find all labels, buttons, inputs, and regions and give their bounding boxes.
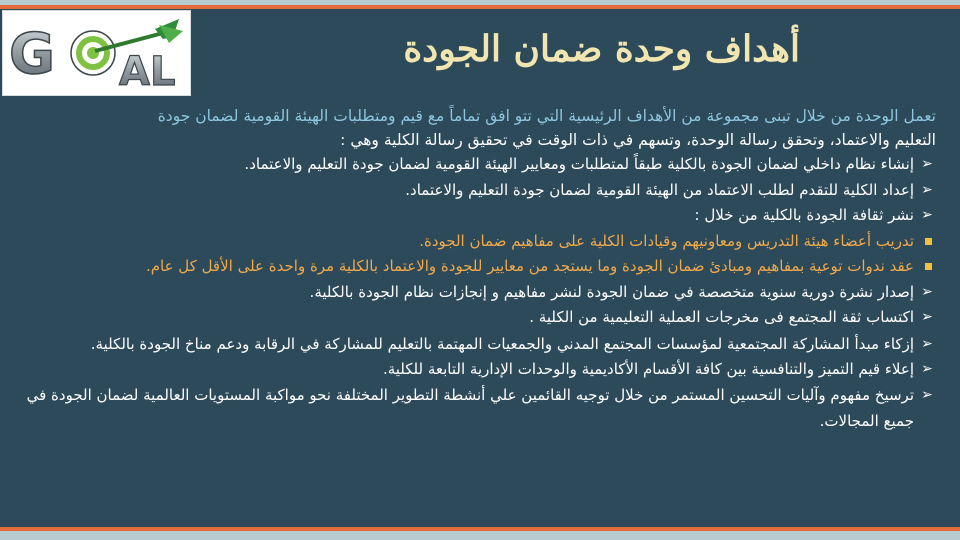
arrow-check-icon: ➢ <box>921 181 933 198</box>
goal-logo <box>2 10 191 96</box>
arrow-check-icon: ➢ <box>921 387 933 403</box>
goal-item: ➢ إزكاء مبدأ المشاركة المجتمعية لمؤسسات المجتمع المدني والجمعيات المهتمة بالتعليم للمشاركة في الرقابة ودعم مناخ الجودة بالكلية. <box>10 331 936 357</box>
content-body <box>10 104 936 434</box>
goal-item: ➢ إصدار نشرة دورية سنوية متخصصة في ضمان الجودة لنشر مفاهيم و إنجازات نظام الجودة بالكلية. <box>10 280 936 306</box>
arrow-check-icon: ➢ <box>921 156 933 172</box>
square-bullet-icon <box>925 263 932 270</box>
goal-item: ➢ اكتساب ثقة المجتمع فى مخرجات العملية التعليمية من الكلية . <box>10 305 936 331</box>
dart-target-logo <box>3 11 190 95</box>
goal-item: ➢ نشر ثقافة الجودة بالكلية من خلال : <box>10 203 936 229</box>
arrow-check-icon: ➢ <box>921 335 933 352</box>
sub-goal-item: تدريب أعضاء هيئة التدريس ومعاونيهم وقيادات الكلية على مفاهيم ضمان الجودة. <box>10 229 936 255</box>
bottom-border-pale <box>0 531 960 540</box>
svg-text:G: G <box>9 22 55 87</box>
top-border-accent <box>0 5 960 9</box>
goal-item: ➢ ترسيخ مفهوم وآليات التحسين المستمر من خلال توجيه القائمين علي أنشطة التطوير المختلفة نحو مواكبة المستويات العالمية لضمان الجودة في جميع المجالات. <box>10 382 936 434</box>
intro-paragraph <box>10 104 936 152</box>
arrow-check-icon: ➢ <box>921 360 933 377</box>
arrow-check-icon: ➢ <box>921 207 933 223</box>
goal-item: ➢ إعداد الكلية للتقدم لطلب الاعتماد من الهيئة القومية لضمان جودة التعليم والاعتماد. <box>10 178 936 204</box>
logo-text: AL <box>119 49 176 95</box>
square-bullet-icon <box>925 238 932 245</box>
goal-item: ➢ إنشاء نظام داخلي لضمان الجودة بالكلية طبقاً لمتطلبات ومعايير الهيئة القومية لضمان جودة التعليم والاعتماد. <box>10 152 936 178</box>
intro-line-2: التعليم والاعتماد، وتحقق رسالة الوحدة، وتسهم في ذات الوقت في تحقيق رسالة الكلية وهي : <box>340 131 936 149</box>
page-title: أهداف وحدة ضمان الجودة <box>403 28 800 70</box>
arrow-check-icon: ➢ <box>921 309 933 325</box>
goal-item: ➢ إعلاء قيم التميز والتنافسية بين كافة الأقسام الأكاديمية والوحدات الإدارية التابعة للكلية. <box>10 357 936 383</box>
intro-line-1: تعمل الوحدة من خلال تبنى مجموعة من الأهداف الرئيسية التي تتو افق تماماً مع قيم ومتطلبات الهيئة القومية لضمان جودة <box>157 107 936 125</box>
arrow-check-icon: ➢ <box>921 283 933 300</box>
sub-goal-item: عقد ندوات توعية بمفاهيم ومبادئ ضمان الجودة وما يستجد من معايير للجودة والاعتماد بالكلية مرة واحدة على الأقل كل عام. <box>10 254 936 280</box>
